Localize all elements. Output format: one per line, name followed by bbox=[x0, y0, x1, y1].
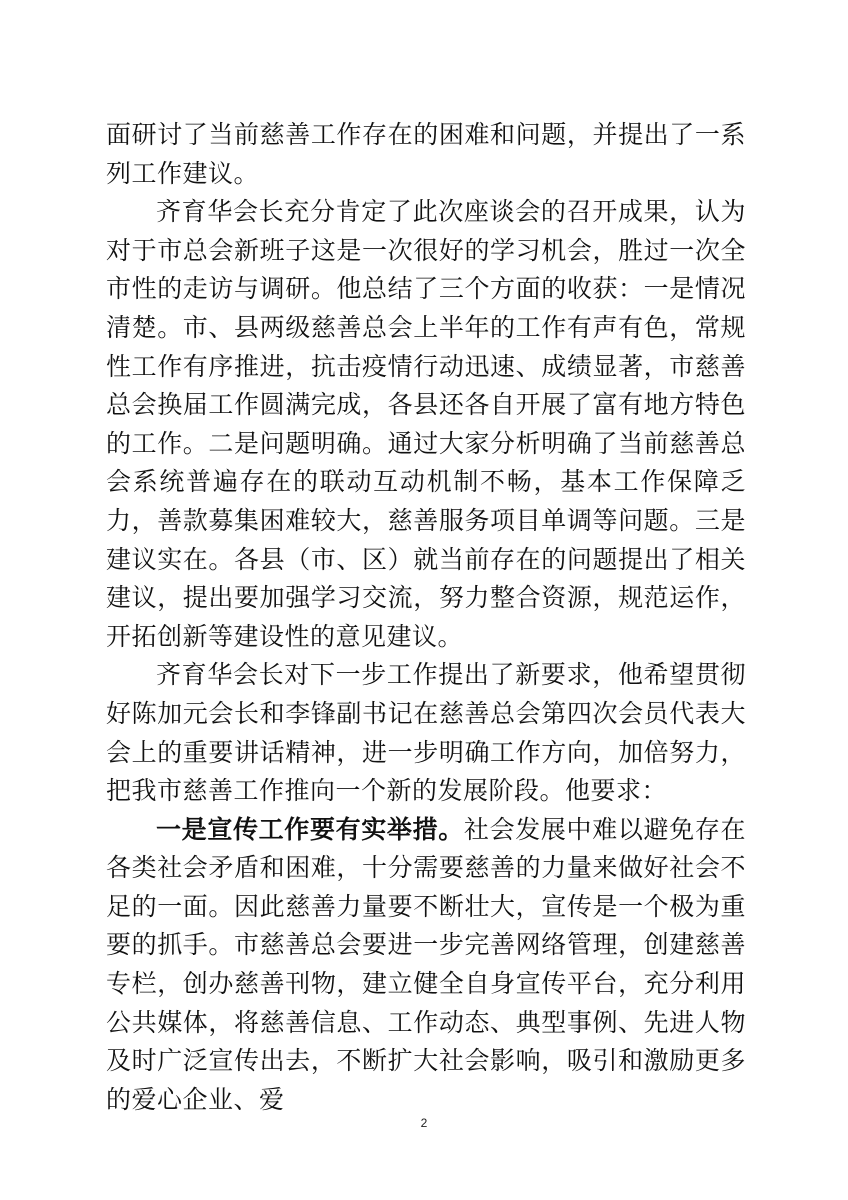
paragraph-requirements-intro: 齐育华会长对下一步工作提出了新要求，他希望贯彻好陈加元会长和李锋副书记在慈善总会第四次会员代表大会上的重要讲话精神，进一步明确工作方向，加倍努力，把我市慈善工作推向一个新的发展阶段。他要求： bbox=[106, 660, 746, 806]
paragraph-continuation: 面研讨了当前慈善工作存在的困难和问题，并提出了一系列工作建议。 bbox=[106, 120, 746, 188]
body-text bbox=[106, 116, 746, 1119]
requirement-body: 社会发展中难以避免存在各类社会矛盾和困难，十分需要慈善的力量来做好社会不足的一面。因此慈善力量要不断壮大，宣传是一个极为重要的抓手。市慈善总会要进一步完善网络管理，创建慈善专栏，创办慈善刊物，建立健全自身宣传平台，充分利用公共媒体，将慈善信息、工作动态、典型事例、先进人物及时广泛宣传出去，不断扩大社会影响，吸引和激励更多的爱心企业、爱 bbox=[106, 814, 746, 1114]
paragraph-requirement-one bbox=[106, 811, 746, 1120]
paragraph-summary: 齐育华会长充分肯定了此次座谈会的召开成果，认为对于市总会新班子这是一次很好的学习机会，胜过一次全市性的走访与调研。他总结了三个方面的收获：一是情况清楚。市、县两级慈善总会上半年的工作有声有色，常规性工作有序推进，抗击疫情行动迅速、成绩显著，市慈善总会换届工作圆满完成，各县还各自开展了富有地方特色的工作。二是问题明确。通过大家分析明确了当前慈善总会系统普遍存在的联动互动机制不畅，基本工作保障乏力，善款募集困难较大，慈善服务项目单调等问题。三是建议实在。各县（市、区）就当前存在的问题提出了相关建议，提出要加强学习交流，努力整合资源，规范运作，开拓创新等建设性的意见建议。 bbox=[106, 197, 746, 651]
page-number: 2 bbox=[420, 1116, 428, 1130]
requirement-heading: 一是宣传工作要有实举措。 bbox=[156, 814, 464, 844]
